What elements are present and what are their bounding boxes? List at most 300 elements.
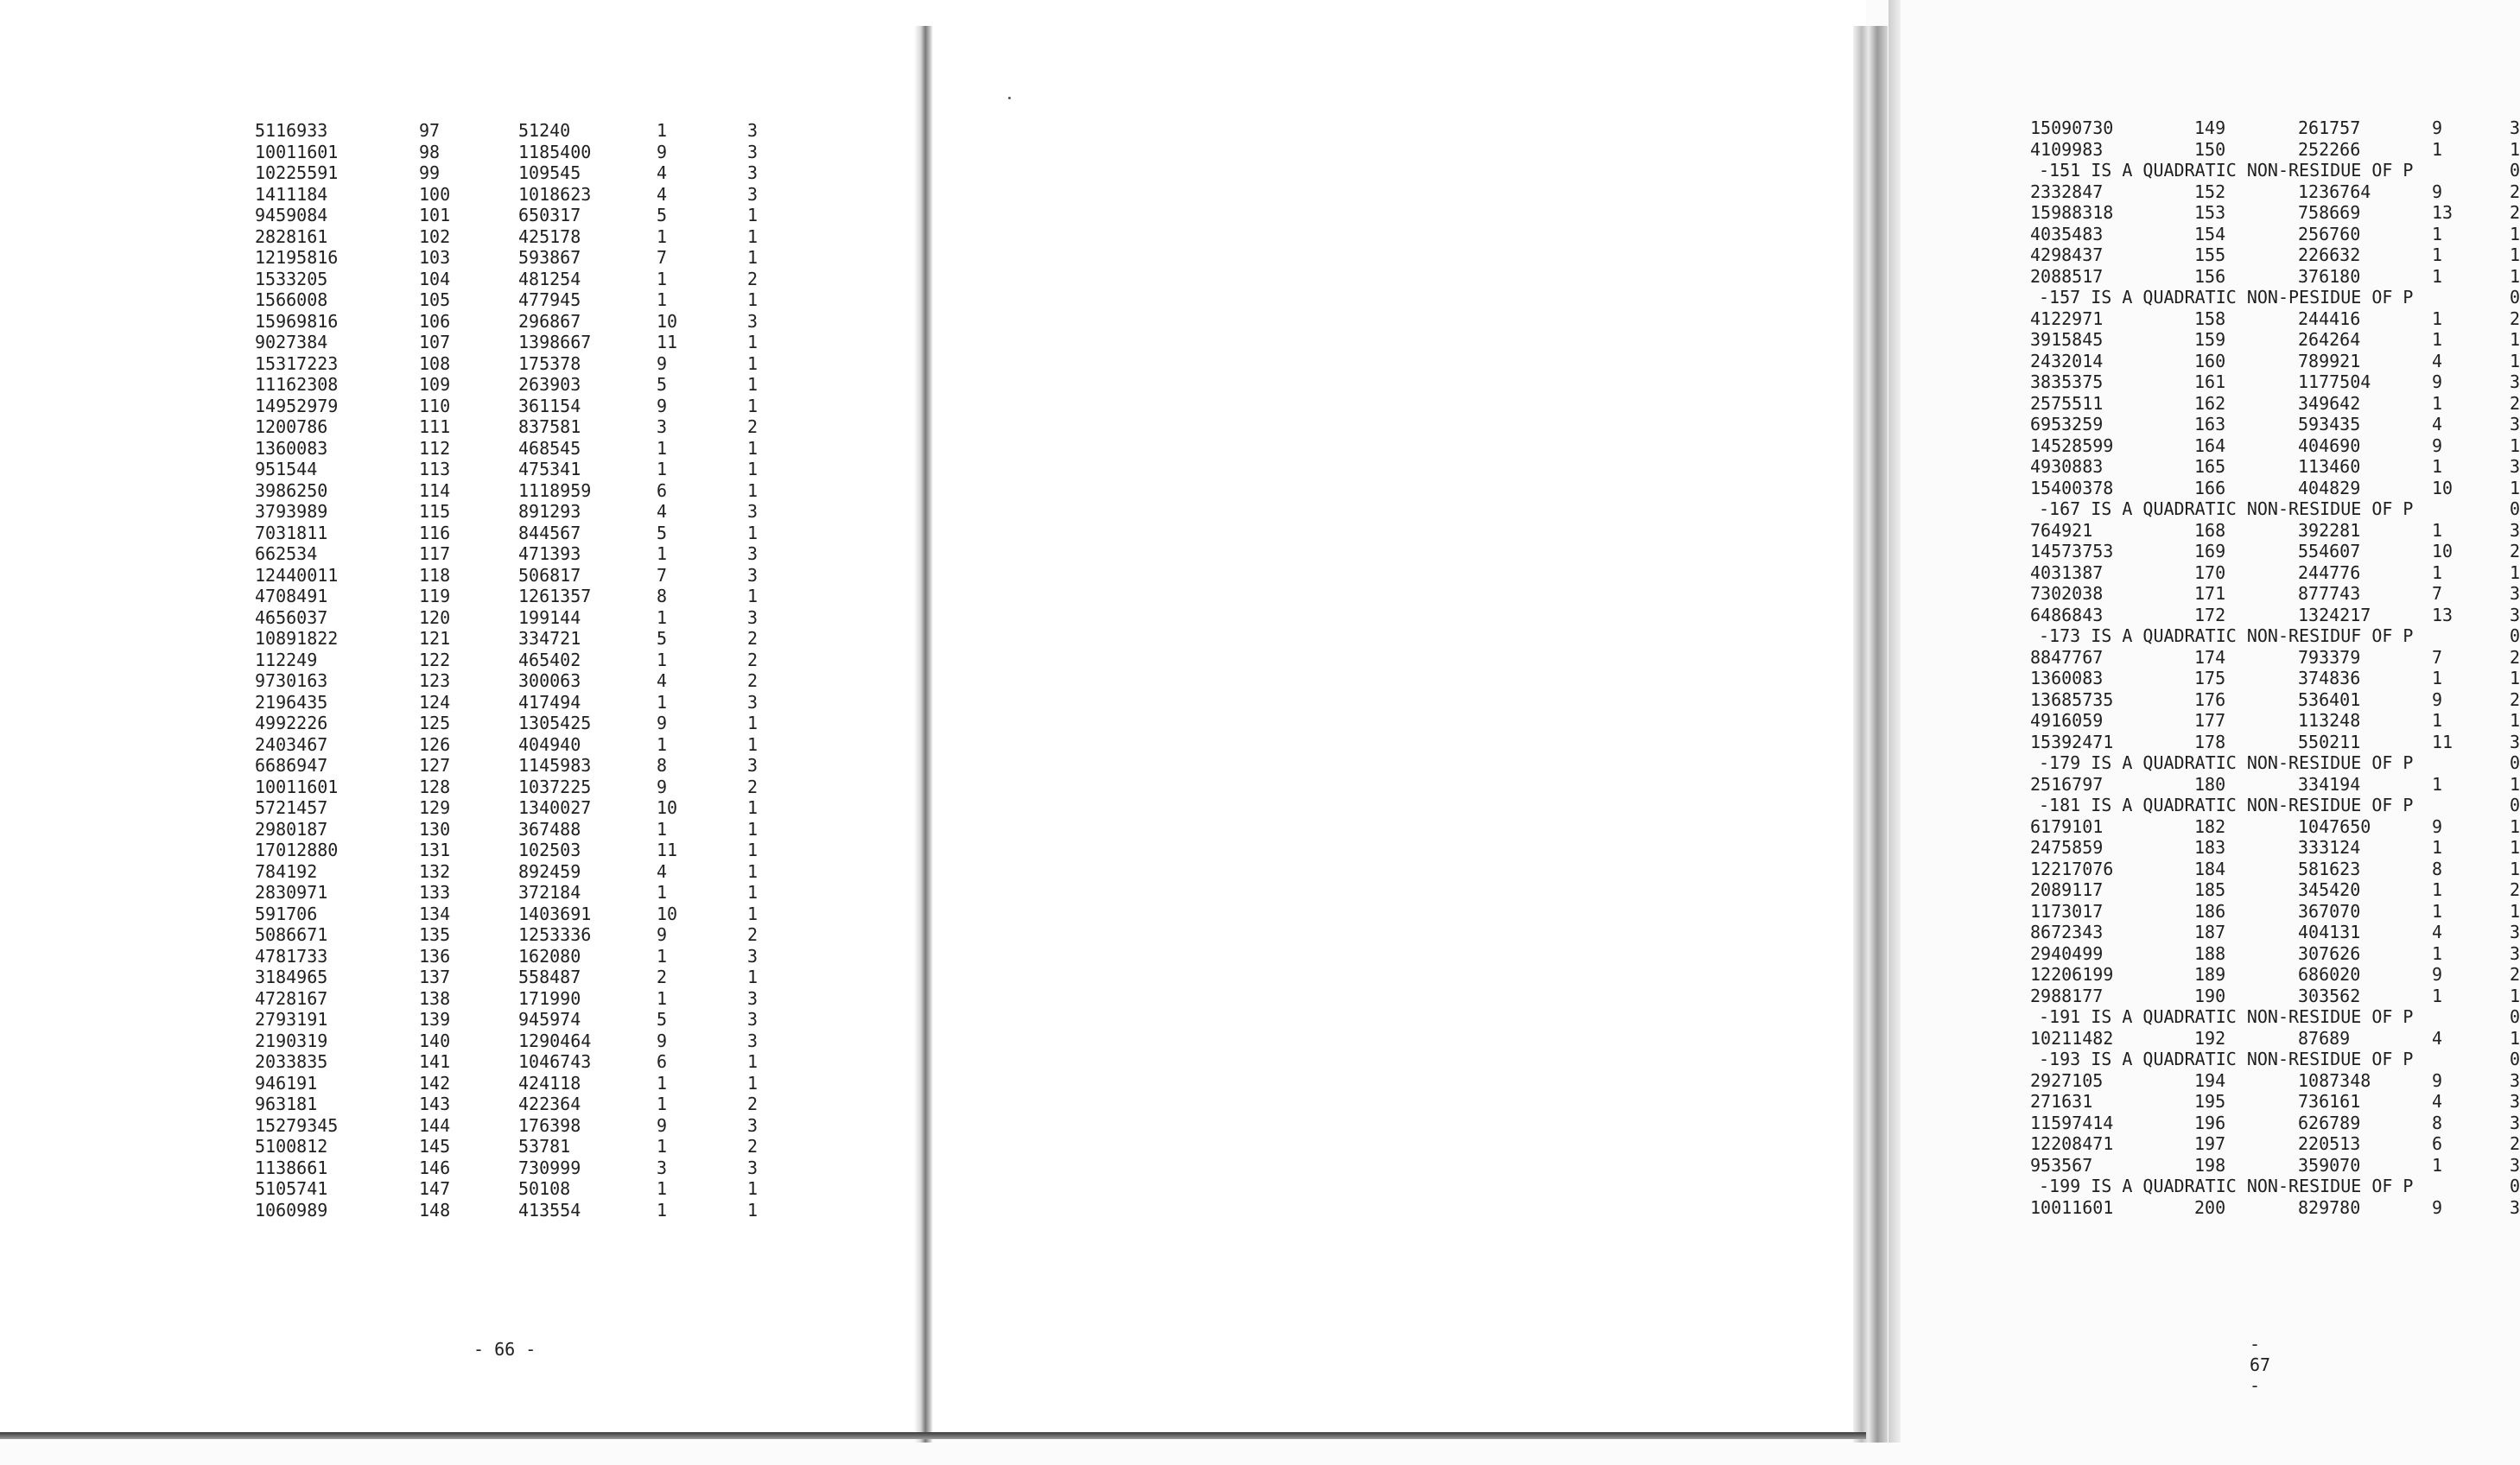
table-cell: 1360083 <box>2030 668 2104 688</box>
table-cell: 15279345 <box>255 1114 339 1136</box>
table-cell: 9 <box>657 713 668 733</box>
table-cell: 1 <box>2432 773 2443 795</box>
table-cell: 5 <box>657 1009 668 1030</box>
table-cell: 5086671 <box>255 924 328 945</box>
table-cell: 374836 <box>2298 668 2361 688</box>
table-cell: 1 <box>747 840 759 860</box>
table-cell: 2033835 <box>255 1051 328 1072</box>
table-cell: 10011601 <box>255 141 339 162</box>
table-cell: 198 <box>2194 1154 2226 1176</box>
table-cell: 3 <box>2510 117 2520 138</box>
table-cell: 3 <box>2510 1091 2520 1112</box>
table-cell: 3835375 <box>2030 371 2104 392</box>
table-cell: 3 <box>747 183 759 205</box>
table-cell: 10225591 <box>255 162 339 183</box>
table-cell: 2940499 <box>2030 942 2104 964</box>
table-cell: 1290464 <box>518 1030 592 1051</box>
table-cell: 793379 <box>2298 646 2361 668</box>
table-cell: 128 <box>419 776 451 797</box>
table-cell: 2190319 <box>255 1030 328 1051</box>
table-cell: 2 <box>2510 1133 2520 1154</box>
table-cell: 220513 <box>2298 1133 2361 1154</box>
table-cell: 15400378 <box>2030 477 2114 498</box>
table-cell: 1 <box>747 374 759 395</box>
table-cell: 1 <box>657 1178 668 1199</box>
table-cell: 108 <box>419 352 451 374</box>
table-cell: 1236764 <box>2298 181 2371 202</box>
table-cell: 9 <box>657 776 668 797</box>
table-cell: 170 <box>2194 561 2226 583</box>
table-cell: 115 <box>419 501 451 522</box>
table-cell: 2 <box>747 1136 759 1157</box>
table-cell: 2 <box>2510 688 2520 710</box>
table-cell: 5 <box>657 205 668 225</box>
table-cell: 256760 <box>2298 223 2361 244</box>
table-cell: 9 <box>2432 181 2443 202</box>
table-cell: 6486843 <box>2030 604 2104 625</box>
table-cell: 5 <box>657 374 668 395</box>
table-cell: 1 <box>657 882 668 903</box>
table-cell: 1200786 <box>255 416 328 437</box>
table-cell: 945974 <box>518 1009 581 1030</box>
table-cell: 12208471 <box>2030 1133 2114 1154</box>
table-cell: 333124 <box>2298 837 2361 858</box>
table-cell: 1173017 <box>2030 900 2104 922</box>
table-cell: 8 <box>657 586 668 606</box>
table-cell: 4 <box>657 860 668 882</box>
table-cell: 4 <box>2432 1091 2443 1112</box>
table-cell: 15317223 <box>255 352 339 374</box>
table-cell: 174 <box>2194 646 2226 668</box>
table-cell: 2988177 <box>2030 985 2104 1006</box>
table-cell: 1 <box>657 1094 668 1114</box>
table-cell: 152 <box>2194 181 2226 202</box>
table-cell: 97 <box>419 120 441 141</box>
table-cell: 736161 <box>2298 1091 2361 1112</box>
table-cell: 1533205 <box>255 268 328 289</box>
table-cell: 7302038 <box>2030 583 2104 604</box>
table-cell: 1 <box>2432 837 2443 858</box>
table-cell: 3 <box>747 945 759 967</box>
table-cell: 0 <box>2510 752 2520 773</box>
table-cell: 2 <box>2510 879 2520 900</box>
table-cell: 1 <box>2432 900 2443 922</box>
table-cell: 226632 <box>2298 244 2361 265</box>
table-cell: 2 <box>747 628 759 649</box>
table-cell: 9 <box>657 924 668 945</box>
table-cell: 244416 <box>2298 308 2361 329</box>
table-cell: 109 <box>419 374 451 395</box>
table-cell: 6 <box>657 1051 668 1072</box>
table-cell: 376180 <box>2298 265 2361 287</box>
table-cell: 175378 <box>518 352 581 374</box>
table-cell: 10 <box>657 797 678 818</box>
table-cell: 51240 <box>518 120 571 141</box>
table-cell: 1 <box>747 1199 759 1221</box>
table-cell: 1 <box>2432 308 2443 329</box>
table-cell: 1 <box>747 1178 759 1199</box>
table-cell: 1037225 <box>518 776 592 797</box>
table-cell: 1 <box>657 437 668 459</box>
table-cell: 117 <box>419 543 451 564</box>
table-cell: 0 <box>2510 160 2520 181</box>
table-cell: 148 <box>419 1199 451 1221</box>
table-cell: 9 <box>2432 117 2443 138</box>
table-cell: 558487 <box>518 967 581 987</box>
table-cell: 10 <box>657 310 678 332</box>
table-cell: 1 <box>2432 668 2443 688</box>
table-cell: 190 <box>2194 985 2226 1006</box>
ink-speck <box>1008 97 1011 99</box>
table-cell: 104 <box>419 268 451 289</box>
table-cell: 7 <box>2432 583 2443 604</box>
table-cell: 0 <box>2510 625 2520 646</box>
table-cell: 7 <box>657 564 668 586</box>
table-cell: 103 <box>419 247 451 268</box>
table-cell: 2196435 <box>255 691 328 713</box>
table-cell: 417494 <box>518 691 581 713</box>
table-cell: 1 <box>2510 668 2520 688</box>
table-cell: 1261357 <box>518 586 592 606</box>
table-cell: 1305425 <box>518 713 592 733</box>
table-cell: 1 <box>657 120 668 141</box>
table-cell: 1 <box>657 225 668 247</box>
table-cell: 101 <box>419 205 451 225</box>
table-cell: 116 <box>419 522 451 543</box>
table-cell: 0 <box>2510 795 2520 815</box>
table-cell: 3184965 <box>255 967 328 987</box>
table-cell: 187 <box>2194 922 2226 942</box>
table-cell: 142 <box>419 1072 451 1094</box>
table-cell: 176 <box>2194 688 2226 710</box>
table-cell: 0 <box>2510 498 2520 519</box>
table-cell: 334721 <box>518 628 581 649</box>
table-cell: 1138661 <box>255 1157 328 1178</box>
table-cell: 4 <box>657 670 668 691</box>
table-cell: 3 <box>2510 414 2520 434</box>
table-cell: 3 <box>747 120 759 141</box>
table-cell: 3 <box>657 1157 668 1178</box>
table-cell: 392281 <box>2298 519 2361 541</box>
table-cell: 4 <box>657 501 668 522</box>
table-cell: 506817 <box>518 564 581 586</box>
table-cell: 349642 <box>2298 392 2361 414</box>
page-edge-strip <box>1853 26 1888 1443</box>
table-cell: 1 <box>2432 710 2443 731</box>
table-cell: 8847767 <box>2030 646 2104 668</box>
table-cell: 10011601 <box>255 776 339 797</box>
table-cell: 481254 <box>518 268 581 289</box>
table-cell: 194 <box>2194 1069 2226 1091</box>
table-cell: 140 <box>419 1030 451 1051</box>
table-cell: 15392471 <box>2030 731 2114 752</box>
table-cell: 188 <box>2194 942 2226 964</box>
table-cell: 111 <box>419 416 451 437</box>
table-cell: 2830971 <box>255 882 328 903</box>
table-cell: 1 <box>747 479 759 501</box>
table-cell: 662534 <box>255 543 318 564</box>
table-cell: 186 <box>2194 900 2226 922</box>
table-cell: 892459 <box>518 860 581 882</box>
table-cell: 177 <box>2194 710 2226 731</box>
table-cell: 3 <box>747 1009 759 1030</box>
table-cell: 87689 <box>2298 1027 2351 1049</box>
table-cell: 1 <box>747 1051 759 1072</box>
table-cell: 14528599 <box>2030 434 2114 456</box>
table-cell: 137 <box>419 967 451 987</box>
table-cell: 136 <box>419 945 451 967</box>
table-cell: 4 <box>657 183 668 205</box>
table-cell: 1 <box>747 733 759 755</box>
table-cell: 113248 <box>2298 710 2361 731</box>
table-cell: 3 <box>747 310 759 332</box>
table-cell: 307626 <box>2298 942 2361 964</box>
table-cell: 1 <box>2432 519 2443 541</box>
table-cell: 4916059 <box>2030 710 2104 731</box>
table-cell: 1 <box>2432 456 2443 477</box>
table-cell: 3986250 <box>255 479 328 501</box>
table-cell: 122 <box>419 649 451 670</box>
table-cell: 10 <box>2432 477 2453 498</box>
table-cell: 105 <box>419 289 451 310</box>
table-cell: 1 <box>2432 329 2443 350</box>
table-cell: 593435 <box>2298 414 2361 434</box>
table-cell: 112249 <box>255 649 318 670</box>
table-cell: 3 <box>2510 942 2520 964</box>
table-cell: 345420 <box>2298 879 2361 900</box>
table-cell: 4728167 <box>255 987 328 1009</box>
table-cell: 1177504 <box>2298 371 2371 392</box>
table-cell: 2 <box>2510 308 2520 329</box>
table-cell: 1 <box>747 797 759 818</box>
table-cell: 169 <box>2194 541 2226 561</box>
table-cell: 9 <box>2432 964 2443 985</box>
table-cell: 99 <box>419 162 441 183</box>
table-cell: 1 <box>747 225 759 247</box>
table-cell: 3 <box>2510 519 2520 541</box>
table-cell: 3 <box>2510 456 2520 477</box>
table-cell: 184 <box>2194 858 2226 879</box>
table-cell: 1 <box>747 713 759 733</box>
table-cell: 9 <box>2432 1069 2443 1091</box>
table-cell: 271631 <box>2030 1091 2093 1112</box>
non-residue-note: -193 IS A QUADRATIC NON-RESIDUE OF P <box>2039 1049 2414 1069</box>
table-cell: 844567 <box>518 522 581 543</box>
table-cell: 3 <box>747 987 759 1009</box>
table-cell: 1398667 <box>518 332 592 352</box>
table-cell: 9 <box>657 1114 668 1136</box>
table-cell: 15969816 <box>255 310 339 332</box>
table-cell: 1 <box>2432 1154 2443 1176</box>
table-cell: 9459084 <box>255 205 328 225</box>
table-cell: 155 <box>2194 244 2226 265</box>
table-cell: 1 <box>747 352 759 374</box>
table-cell: 1 <box>2510 710 2520 731</box>
table-cell: 9 <box>657 1030 668 1051</box>
table-cell: 5 <box>657 628 668 649</box>
table-cell: 1360083 <box>255 437 328 459</box>
table-cell: 138 <box>419 987 451 1009</box>
table-cell: 1 <box>747 205 759 225</box>
table-cell: 131 <box>419 840 451 860</box>
table-cell: 14952979 <box>255 395 339 416</box>
table-cell: 367070 <box>2298 900 2361 922</box>
table-cell: 6 <box>657 479 668 501</box>
table-cell: 1 <box>747 522 759 543</box>
table-cell: 2 <box>2510 181 2520 202</box>
table-cell: 1 <box>2510 265 2520 287</box>
table-cell: 9 <box>2432 1196 2443 1218</box>
table-cell: 2403467 <box>255 733 328 755</box>
table-cell: 1 <box>657 1136 668 1157</box>
table-cell: 10891822 <box>255 628 339 649</box>
table-cell: 102 <box>419 225 451 247</box>
table-cell: 953567 <box>2030 1154 2093 1176</box>
table-cell: 1 <box>657 606 668 628</box>
table-cell: 1 <box>747 860 759 882</box>
table-cell: 141 <box>419 1051 451 1072</box>
table-cell: 124 <box>419 691 451 713</box>
table-cell: 196 <box>2194 1112 2226 1133</box>
table-cell: 1 <box>657 1072 668 1094</box>
table-cell: 164 <box>2194 434 2226 456</box>
table-cell: 17012880 <box>255 840 339 860</box>
table-cell: 2 <box>747 416 759 437</box>
table-cell: 252266 <box>2298 138 2361 160</box>
table-cell: 1566008 <box>255 289 328 310</box>
table-cell: 180 <box>2194 773 2226 795</box>
table-cell: 2 <box>2510 202 2520 223</box>
table-cell: 1 <box>2432 244 2443 265</box>
table-cell: 1403691 <box>518 903 592 924</box>
table-cell: 13 <box>2432 202 2453 223</box>
table-cell: 1 <box>747 967 759 987</box>
table-cell: 1 <box>2432 223 2443 244</box>
table-cell: 3 <box>747 606 759 628</box>
table-cell: 2 <box>747 649 759 670</box>
table-cell: 1 <box>2510 1027 2520 1049</box>
table-cell: 1 <box>657 691 668 713</box>
table-cell: 12440011 <box>255 564 339 586</box>
table-cell: 100 <box>419 183 451 205</box>
table-cell: 4930883 <box>2030 456 2104 477</box>
table-cell: 134 <box>419 903 451 924</box>
table-cell: 7 <box>657 247 668 268</box>
table-cell: 113460 <box>2298 456 2361 477</box>
table-cell: 3793989 <box>255 501 328 522</box>
table-cell: 2 <box>747 670 759 691</box>
table-cell: 10011601 <box>2030 1196 2114 1218</box>
table-cell: 2 <box>2510 392 2520 414</box>
table-cell: 197 <box>2194 1133 2226 1154</box>
table-cell: 154 <box>2194 223 2226 244</box>
table-cell: 303562 <box>2298 985 2361 1006</box>
table-cell: 3 <box>747 755 759 776</box>
table-cell: 132 <box>419 860 451 882</box>
table-cell: 3 <box>2510 371 2520 392</box>
table-cell: 1 <box>657 289 668 310</box>
table-cell: 119 <box>419 586 451 606</box>
table-cell: 1185400 <box>518 141 592 162</box>
table-cell: 1 <box>2510 858 2520 879</box>
table-cell: 372184 <box>518 882 581 903</box>
table-cell: 3 <box>2510 731 2520 752</box>
table-cell: 114 <box>419 479 451 501</box>
table-cell: 6953259 <box>2030 414 2104 434</box>
table-cell: 6686947 <box>255 755 328 776</box>
table-cell: 98 <box>419 141 441 162</box>
table-cell: 3 <box>747 501 759 522</box>
table-cell: 4708491 <box>255 586 328 606</box>
page-number-left: - 66 - <box>473 1339 536 1360</box>
right-page <box>923 0 2520 1434</box>
table-cell: 133 <box>419 882 451 903</box>
table-cell: 4 <box>2432 1027 2443 1049</box>
table-cell: 13685735 <box>2030 688 2114 710</box>
table-cell: 1 <box>747 586 759 606</box>
table-cell: 9 <box>657 141 668 162</box>
table-cell: 3 <box>747 141 759 162</box>
table-cell: 581623 <box>2298 858 2361 879</box>
table-cell: 147 <box>419 1178 451 1199</box>
table-cell: 1 <box>2510 477 2520 498</box>
table-cell: 183 <box>2194 837 2226 858</box>
table-cell: 593867 <box>518 247 581 268</box>
page-number-right: - 67 - <box>2250 1334 2271 1396</box>
non-residue-note: -157 IS A QUADRATIC NON-PESIDUE OF P <box>2039 287 2414 308</box>
table-cell: 475341 <box>518 459 581 479</box>
table-cell: 182 <box>2194 815 2226 837</box>
table-cell: 6 <box>2432 1133 2443 1154</box>
table-cell: 168 <box>2194 519 2226 541</box>
table-cell: 13 <box>2432 604 2453 625</box>
table-cell: 1 <box>2510 138 2520 160</box>
table-cell: 159 <box>2194 329 2226 350</box>
book-gutter-shadow <box>914 26 933 1443</box>
table-cell: 1 <box>657 543 668 564</box>
table-cell: 2475859 <box>2030 837 2104 858</box>
table-cell: 4781733 <box>255 945 328 967</box>
table-cell: 106 <box>419 310 451 332</box>
table-cell: 1 <box>2510 434 2520 456</box>
table-cell: 11 <box>2432 731 2453 752</box>
table-cell: 1 <box>657 733 668 755</box>
table-cell: 1 <box>747 1072 759 1094</box>
table-cell: 3 <box>747 543 759 564</box>
table-cell: 178 <box>2194 731 2226 752</box>
table-cell: 7031811 <box>255 522 328 543</box>
table-cell: 12206199 <box>2030 964 2114 985</box>
table-cell: 12195816 <box>255 247 339 268</box>
table-cell: 1 <box>657 945 668 967</box>
table-cell: 2 <box>2510 964 2520 985</box>
table-cell: 121 <box>419 628 451 649</box>
table-cell: 1 <box>657 1199 668 1221</box>
table-cell: 3 <box>2510 922 2520 942</box>
table-cell: 2516797 <box>2030 773 2104 795</box>
table-cell: 1087348 <box>2298 1069 2371 1091</box>
table-cell: 1 <box>747 459 759 479</box>
table-cell: 789921 <box>2298 350 2361 371</box>
table-cell: 877743 <box>2298 583 2361 604</box>
table-cell: 1018623 <box>518 183 592 205</box>
table-cell: 1 <box>2510 773 2520 795</box>
table-cell: 591706 <box>255 903 318 924</box>
table-cell: 554607 <box>2298 541 2361 561</box>
table-cell: 107 <box>419 332 451 352</box>
table-cell: 161 <box>2194 371 2226 392</box>
table-cell: 296867 <box>518 310 581 332</box>
